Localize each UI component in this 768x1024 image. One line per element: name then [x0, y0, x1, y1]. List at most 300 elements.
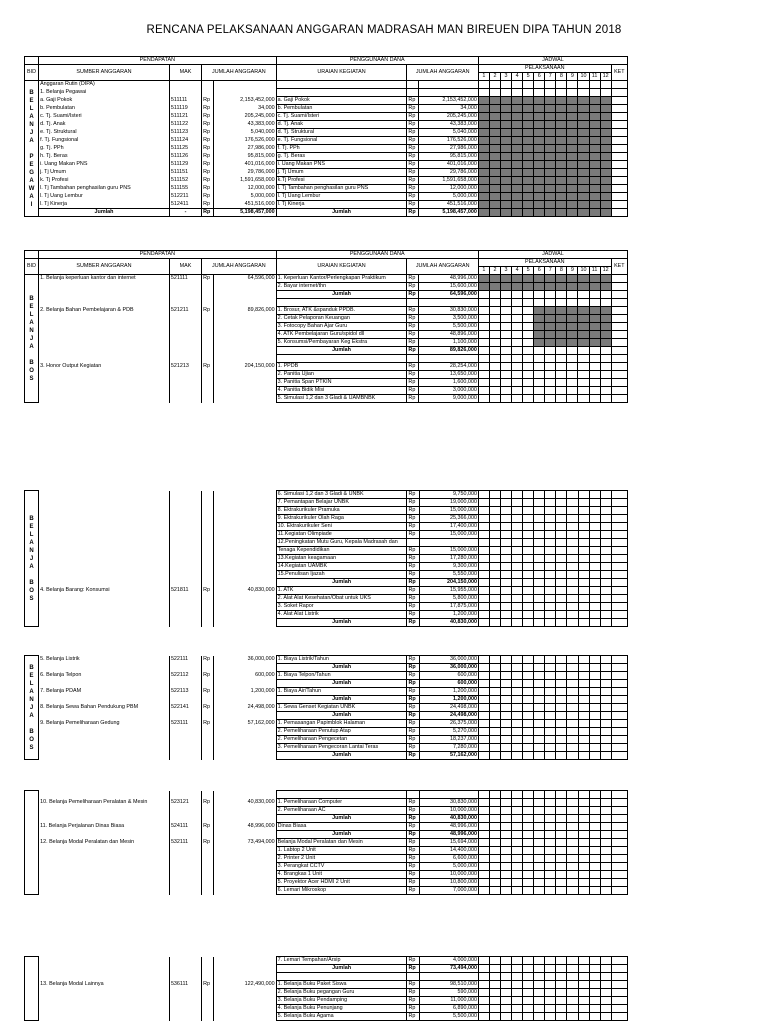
- schedule-cell: [523, 145, 534, 153]
- schedule-cell: [600, 791, 611, 799]
- activity-cell: [276, 791, 407, 799]
- source-cell: 10. Belanja Pemeliharaan Peralatan & Mesin: [39, 799, 170, 807]
- schedule-cell: [534, 105, 545, 113]
- schedule-cell: [567, 547, 578, 555]
- activity-cell: 12.Peningkatan Mutu Guru, Kepala Madrasah dan: [276, 539, 407, 547]
- schedule-cell: [545, 137, 556, 145]
- schedule-cell: [545, 515, 556, 523]
- schedule-cell: [512, 315, 523, 323]
- header-month-1: 1: [478, 73, 489, 81]
- schedule-cell: [478, 129, 489, 137]
- ket-cell: [611, 153, 627, 161]
- schedule-cell: [501, 831, 512, 839]
- schedule-cell: [478, 315, 489, 323]
- schedule-cell: [534, 161, 545, 169]
- schedule-cell: [545, 965, 556, 973]
- schedule-cell: [578, 145, 589, 153]
- ket-cell: [611, 656, 627, 664]
- rp-cell: [202, 315, 214, 323]
- schedule-cell: [478, 704, 489, 712]
- schedule-cell: [589, 209, 600, 217]
- schedule-cell: [545, 981, 556, 989]
- schedule-cell: [512, 299, 523, 307]
- schedule-cell: [489, 145, 500, 153]
- schedule-cell: [512, 664, 523, 672]
- schedule-cell: [567, 81, 578, 89]
- amount-cell: [214, 744, 276, 752]
- activity-cell: d. Tj. Anak: [276, 121, 407, 129]
- schedule-cell: [490, 555, 501, 563]
- mak-cell: [169, 331, 201, 339]
- schedule-cell: [534, 957, 545, 965]
- table-row: [25, 619, 628, 627]
- schedule-cell: [556, 299, 567, 307]
- schedule-cell: [478, 712, 489, 720]
- budget-table: [24, 56, 628, 217]
- amount-cell: 5,198,457,000: [214, 209, 276, 217]
- mak-cell: [169, 323, 201, 331]
- schedule-cell: [501, 331, 512, 339]
- schedule-cell: [556, 515, 567, 523]
- schedule-cell: [567, 879, 578, 887]
- header-month-4: 4: [512, 267, 523, 275]
- schedule-cell: [534, 523, 545, 531]
- schedule-cell: [578, 299, 589, 307]
- table-row: [25, 696, 628, 704]
- source-cell: [39, 680, 170, 688]
- schedule-cell: [501, 688, 512, 696]
- activity-cell: [276, 973, 407, 981]
- schedule-cell: [556, 847, 567, 855]
- schedule-cell: [600, 89, 611, 97]
- schedule-cell: [567, 791, 578, 799]
- rp-cell: [202, 728, 214, 736]
- mak-cell: 522111: [169, 656, 201, 664]
- rp-cell: Rp: [407, 1013, 419, 1021]
- schedule-cell: [534, 121, 545, 129]
- schedule-cell: [534, 981, 545, 989]
- schedule-cell: [600, 664, 611, 672]
- rp-cell: [202, 347, 214, 355]
- mak-cell: [169, 603, 201, 611]
- schedule-cell: [545, 291, 556, 299]
- schedule-cell: [545, 339, 556, 347]
- mak-cell: 522141: [169, 704, 201, 712]
- source-cell: [39, 997, 170, 1005]
- schedule-cell: [600, 153, 611, 161]
- schedule-cell: [512, 611, 523, 619]
- source-cell: [39, 815, 170, 823]
- side-letter: B: [29, 515, 34, 522]
- schedule-cell: [512, 752, 523, 760]
- schedule-cell: [490, 871, 501, 879]
- schedule-cell: [478, 339, 489, 347]
- source-cell: [39, 531, 170, 539]
- mak-cell: [169, 863, 201, 871]
- source-cell: 13. Belanja Modal Lainnya: [39, 981, 170, 989]
- schedule-cell: [478, 555, 489, 563]
- schedule-cell: [534, 291, 545, 299]
- ket-cell: [611, 736, 627, 744]
- mak-cell: 511152: [169, 177, 201, 185]
- schedule-cell: [534, 275, 545, 283]
- mak-cell: [169, 299, 201, 307]
- schedule-cell: [567, 847, 578, 855]
- schedule-cell: [578, 129, 589, 137]
- mak-cell: [169, 515, 201, 523]
- amount-cell: 4,000,000: [419, 957, 478, 965]
- header-month-8: 8: [556, 267, 567, 275]
- activity-cell: l. Tj Kinerja: [276, 201, 407, 209]
- schedule-cell: [489, 97, 500, 105]
- schedule-cell: [589, 315, 600, 323]
- rp-cell: Rp: [202, 799, 214, 807]
- mak-cell: 511129: [169, 161, 201, 169]
- schedule-cell: [578, 571, 589, 579]
- activity-cell: 2. Bayar internet/thn: [276, 283, 407, 291]
- schedule-cell: [589, 113, 600, 121]
- schedule-cell: [545, 355, 556, 363]
- schedule-cell: [534, 355, 545, 363]
- schedule-cell: [545, 989, 556, 997]
- schedule-cell: [578, 315, 589, 323]
- ket-cell: [611, 965, 627, 973]
- ket-cell: [611, 169, 627, 177]
- schedule-cell: [578, 339, 589, 347]
- schedule-cell: [589, 823, 600, 831]
- section-belanja-bos-4: [24, 790, 628, 895]
- activity-cell: [276, 355, 407, 363]
- amount-cell: [214, 89, 276, 97]
- rp-cell: Rp: [407, 712, 419, 720]
- schedule-cell: [600, 507, 611, 515]
- schedule-cell: [556, 145, 567, 153]
- side-letter: G: [29, 169, 34, 176]
- source-cell: 11. Belanja Perjalanan Dinas Biasa: [39, 823, 170, 831]
- schedule-cell: [589, 957, 600, 965]
- activity-cell: 1. Pemasangan Papimblok Halaman: [276, 720, 407, 728]
- rp-cell: Rp: [202, 201, 214, 209]
- ket-cell: [611, 379, 627, 387]
- schedule-cell: [567, 177, 578, 185]
- mak-cell: 511126: [169, 153, 201, 161]
- source-cell: 4. Belanja Barang: Konsumsi: [39, 587, 170, 595]
- source-cell: [39, 603, 170, 611]
- schedule-cell: [478, 185, 489, 193]
- schedule-cell: [534, 720, 545, 728]
- schedule-cell: [489, 371, 500, 379]
- rp-cell: Rp: [407, 185, 419, 193]
- mak-cell: [169, 712, 201, 720]
- mak-cell: [169, 555, 201, 563]
- schedule-cell: [545, 664, 556, 672]
- schedule-cell: [512, 973, 523, 981]
- activity-cell: 2. Cetak Pelaporan Keuangan: [276, 315, 407, 323]
- schedule-cell: [589, 855, 600, 863]
- mak-cell: [169, 619, 201, 627]
- schedule-cell: [567, 579, 578, 587]
- schedule-cell: [556, 571, 567, 579]
- schedule-cell: [578, 283, 589, 291]
- schedule-cell: [523, 704, 534, 712]
- mak-cell: 511119: [169, 105, 201, 113]
- schedule-cell: [501, 619, 512, 627]
- table-row: [25, 209, 628, 217]
- schedule-cell: [478, 299, 489, 307]
- schedule-cell: [600, 871, 611, 879]
- schedule-cell: [512, 547, 523, 555]
- activity-cell: Jumlah: [276, 965, 407, 973]
- mak-cell: [169, 347, 201, 355]
- source-cell: [39, 965, 170, 973]
- table-row: [25, 744, 628, 752]
- rp-cell: [407, 973, 419, 981]
- mak-cell: [169, 547, 201, 555]
- header-month-9: 9: [567, 267, 578, 275]
- amount-cell: 89,826,000: [214, 307, 276, 315]
- activity-cell: 3. Fotocopy Bahan Ajar Guru: [276, 323, 407, 331]
- schedule-cell: [478, 153, 489, 161]
- table-row: [25, 307, 628, 315]
- amount-cell: [214, 571, 276, 579]
- table-row: [25, 680, 628, 688]
- schedule-cell: [545, 815, 556, 823]
- source-cell: [39, 563, 170, 571]
- rp-cell: Rp: [407, 507, 419, 515]
- schedule-cell: [567, 957, 578, 965]
- schedule-cell: [567, 355, 578, 363]
- schedule-cell: [490, 523, 501, 531]
- schedule-cell: [578, 331, 589, 339]
- schedule-cell: [534, 547, 545, 555]
- rp-cell: [407, 791, 419, 799]
- side-letter: [26, 571, 37, 579]
- source-cell: 1. Belanja keperluan kantor dan internet: [39, 275, 170, 283]
- table-row: [25, 137, 628, 145]
- table-row: [25, 887, 628, 895]
- schedule-cell: [567, 680, 578, 688]
- amount-cell: 600,000: [419, 680, 478, 688]
- schedule-cell: [512, 209, 523, 217]
- schedule-cell: [501, 539, 512, 547]
- source-cell: [39, 736, 170, 744]
- header-month-5: 5: [523, 73, 534, 81]
- source-cell: [39, 579, 170, 587]
- schedule-cell: [578, 680, 589, 688]
- schedule-cell: [478, 371, 489, 379]
- schedule-cell: [512, 153, 523, 161]
- schedule-cell: [556, 611, 567, 619]
- schedule-cell: [600, 656, 611, 664]
- table-row: [25, 105, 628, 113]
- schedule-cell: [556, 323, 567, 331]
- header-month-2: 2: [489, 73, 500, 81]
- schedule-cell: [545, 571, 556, 579]
- source-cell: 9. Belanja Pemeliharaan Gedung: [39, 720, 170, 728]
- schedule-cell: [512, 355, 523, 363]
- schedule-cell: [589, 161, 600, 169]
- source-cell: [39, 871, 170, 879]
- rp-cell: Rp: [407, 831, 419, 839]
- schedule-cell: [534, 395, 545, 403]
- schedule-cell: [478, 571, 489, 579]
- schedule-cell: [545, 831, 556, 839]
- schedule-cell: [600, 395, 611, 403]
- header-pendapatan: PENDAPATAN: [39, 251, 277, 259]
- schedule-cell: [512, 347, 523, 355]
- schedule-cell: [478, 799, 489, 807]
- ket-cell: [611, 347, 627, 355]
- schedule-cell: [478, 752, 489, 760]
- rp-cell: [407, 81, 419, 89]
- schedule-cell: [501, 515, 512, 523]
- source-cell: [39, 371, 170, 379]
- schedule-cell: [512, 989, 523, 997]
- schedule-cell: [534, 887, 545, 895]
- side-letter: S: [29, 744, 34, 751]
- schedule-cell: [501, 523, 512, 531]
- schedule-cell: [478, 989, 489, 997]
- schedule-cell: [512, 887, 523, 895]
- schedule-cell: [512, 744, 523, 752]
- schedule-cell: [478, 563, 489, 571]
- schedule-cell: [545, 656, 556, 664]
- header-month-10: 10: [578, 267, 589, 275]
- schedule-cell: [578, 507, 589, 515]
- schedule-cell: [578, 981, 589, 989]
- schedule-cell: [523, 807, 534, 815]
- schedule-cell: [512, 331, 523, 339]
- schedule-cell: [589, 153, 600, 161]
- mak-cell: 511121: [169, 113, 201, 121]
- schedule-cell: [589, 201, 600, 209]
- schedule-cell: [589, 491, 600, 499]
- amount-cell: [214, 728, 276, 736]
- rp-cell: Rp: [407, 807, 419, 815]
- amount-cell: 5,000,000: [419, 193, 478, 201]
- schedule-cell: [600, 355, 611, 363]
- schedule-cell: [523, 491, 534, 499]
- schedule-cell: [490, 847, 501, 855]
- schedule-cell: [578, 728, 589, 736]
- schedule-cell: [589, 831, 600, 839]
- table-row: [25, 957, 628, 965]
- schedule-cell: [567, 89, 578, 97]
- schedule-cell: [512, 688, 523, 696]
- schedule-cell: [534, 989, 545, 997]
- ket-cell: [611, 863, 627, 871]
- schedule-cell: [512, 965, 523, 973]
- schedule-cell: [589, 571, 600, 579]
- activity-cell: 4. Alat Alat Listrik: [276, 611, 407, 619]
- rp-cell: Rp: [407, 371, 419, 379]
- schedule-cell: [523, 113, 534, 121]
- amount-cell: 7,000,000: [419, 887, 478, 895]
- schedule-cell: [501, 839, 512, 847]
- schedule-cell: [490, 595, 501, 603]
- section-belanja-bos-5: [24, 956, 628, 1021]
- amount-cell: [214, 563, 276, 571]
- schedule-cell: [545, 387, 556, 395]
- schedule-cell: [534, 499, 545, 507]
- schedule-cell: [578, 275, 589, 283]
- rp-cell: Rp: [407, 547, 419, 555]
- mak-cell: [169, 539, 201, 547]
- schedule-cell: [512, 619, 523, 627]
- amount-cell: [214, 387, 276, 395]
- table-row: [25, 299, 628, 307]
- source-cell: 6. Belanja Telpon: [39, 672, 170, 680]
- schedule-cell: [545, 807, 556, 815]
- header-month-12: 12: [600, 267, 611, 275]
- rp-cell: [202, 547, 214, 555]
- schedule-cell: [567, 712, 578, 720]
- schedule-cell: [567, 539, 578, 547]
- schedule-cell: [478, 177, 489, 185]
- schedule-cell: [512, 1005, 523, 1013]
- schedule-cell: [600, 161, 611, 169]
- schedule-cell: [490, 499, 501, 507]
- schedule-cell: [600, 201, 611, 209]
- schedule-cell: [512, 145, 523, 153]
- rp-cell: Rp: [407, 121, 419, 129]
- source-cell: c. Tj. Suami/Isteri: [39, 113, 170, 121]
- schedule-cell: [556, 499, 567, 507]
- amount-cell: [214, 555, 276, 563]
- table-row: [25, 752, 628, 760]
- schedule-cell: [534, 177, 545, 185]
- schedule-cell: [545, 185, 556, 193]
- schedule-cell: [556, 105, 567, 113]
- amount-cell: [214, 595, 276, 603]
- amount-cell: 2,153,452,000: [214, 97, 276, 105]
- schedule-cell: [600, 823, 611, 831]
- schedule-cell: [534, 307, 545, 315]
- rp-cell: Rp: [407, 656, 419, 664]
- rp-cell: [202, 331, 214, 339]
- amount-cell: [214, 680, 276, 688]
- side-letter: O: [29, 587, 34, 594]
- rp-cell: [202, 499, 214, 507]
- schedule-cell: [512, 97, 523, 105]
- schedule-cell: [478, 523, 489, 531]
- header-row: [25, 57, 628, 65]
- schedule-cell: [556, 579, 567, 587]
- activity-cell: 14.Kegiatan UAMBK: [276, 563, 407, 571]
- schedule-cell: [523, 672, 534, 680]
- schedule-cell: [589, 283, 600, 291]
- schedule-cell: [567, 283, 578, 291]
- schedule-cell: [545, 161, 556, 169]
- table-row: [25, 712, 628, 720]
- schedule-cell: [567, 515, 578, 523]
- amount-cell: 5,270,000: [419, 728, 478, 736]
- rp-cell: [202, 989, 214, 997]
- schedule-cell: [490, 531, 501, 539]
- mak-cell: [169, 379, 201, 387]
- schedule-cell: [478, 823, 489, 831]
- mak-cell: [169, 507, 201, 515]
- schedule-cell: [478, 355, 489, 363]
- side-letter: A: [29, 539, 34, 546]
- source-cell: l. Tj Kinerja: [39, 201, 170, 209]
- schedule-cell: [490, 815, 501, 823]
- ket-cell: [611, 603, 627, 611]
- mak-cell: [169, 847, 201, 855]
- amount-cell: 9,300,000: [419, 563, 478, 571]
- schedule-cell: [478, 815, 489, 823]
- mak-cell: [169, 531, 201, 539]
